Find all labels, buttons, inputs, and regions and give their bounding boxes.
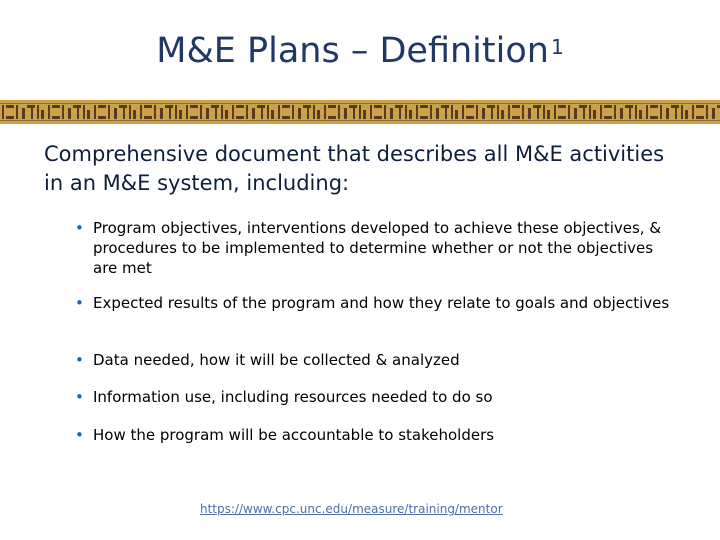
band-mark bbox=[133, 110, 136, 119]
band-mark bbox=[267, 105, 269, 119]
band-mark bbox=[179, 110, 182, 119]
band-mark bbox=[338, 105, 340, 119]
band-mark bbox=[282, 105, 290, 108]
bullet-icon: • bbox=[75, 388, 84, 406]
band-mark bbox=[696, 116, 704, 119]
band-mark bbox=[359, 105, 361, 119]
band-mark bbox=[68, 108, 71, 119]
band-mark bbox=[650, 105, 658, 108]
band-mark bbox=[236, 116, 244, 119]
band-line bbox=[0, 103, 720, 104]
band-mark bbox=[41, 110, 44, 119]
band-mark bbox=[696, 105, 704, 108]
band-mark bbox=[512, 116, 520, 119]
bullet-item bbox=[75, 350, 675, 387]
band-mark bbox=[384, 105, 386, 119]
band-mark bbox=[52, 105, 60, 108]
band-mark bbox=[298, 108, 301, 119]
band-mark bbox=[604, 116, 612, 119]
title-text: M&E Plans – Definition bbox=[156, 31, 549, 71]
bullet-list bbox=[75, 218, 675, 463]
band-mark bbox=[497, 105, 499, 119]
band-mark bbox=[635, 105, 637, 119]
band-mark bbox=[225, 110, 228, 119]
band-mark bbox=[399, 108, 401, 119]
band-mark bbox=[114, 108, 117, 119]
band-mark bbox=[583, 108, 585, 119]
band-mark bbox=[537, 108, 539, 119]
band-mark bbox=[712, 108, 715, 119]
band-mark bbox=[16, 105, 18, 119]
band-mark bbox=[87, 110, 90, 119]
band-mark bbox=[466, 105, 474, 108]
band-mark bbox=[307, 108, 309, 119]
band-mark bbox=[165, 105, 173, 108]
title-footnote-marker: 1 bbox=[550, 35, 564, 59]
band-mark bbox=[190, 116, 198, 119]
band-mark bbox=[98, 116, 106, 119]
band-mark bbox=[6, 116, 14, 119]
bullet-text: Information use, including resources needed to do so bbox=[93, 388, 493, 406]
band-mark bbox=[73, 105, 81, 108]
band-mark bbox=[543, 105, 545, 119]
band-mark bbox=[604, 105, 612, 108]
band-mark bbox=[257, 105, 265, 108]
band-mark bbox=[508, 105, 510, 119]
band-mark bbox=[27, 105, 35, 108]
band-mark bbox=[190, 105, 198, 108]
band-mark bbox=[206, 108, 209, 119]
band-mark bbox=[328, 105, 336, 108]
band-mark bbox=[52, 116, 60, 119]
band-mark bbox=[211, 105, 219, 108]
band-mark bbox=[48, 105, 50, 119]
band-mark bbox=[600, 105, 602, 119]
band-mark bbox=[501, 110, 504, 119]
band-mark bbox=[144, 105, 152, 108]
band-mark bbox=[160, 108, 163, 119]
band-mark bbox=[6, 105, 14, 108]
band-mark bbox=[94, 105, 96, 119]
band-mark bbox=[589, 105, 591, 119]
band-mark bbox=[144, 116, 152, 119]
bullet-icon: • bbox=[75, 219, 84, 237]
band-mark bbox=[533, 105, 541, 108]
band-mark bbox=[324, 105, 326, 119]
band-mark bbox=[455, 110, 458, 119]
bullet-item bbox=[75, 293, 675, 350]
band-mark bbox=[303, 105, 311, 108]
source-link[interactable]: https://www.cpc.unc.edu/measure/training/mentor bbox=[200, 502, 503, 516]
band-mark bbox=[374, 116, 382, 119]
band-mark bbox=[436, 108, 439, 119]
band-mark bbox=[482, 108, 485, 119]
band-mark bbox=[528, 108, 531, 119]
band-mark bbox=[215, 108, 217, 119]
band-mark bbox=[374, 105, 382, 108]
band-mark bbox=[313, 105, 315, 119]
band-mark bbox=[62, 105, 64, 119]
band-mark bbox=[119, 105, 127, 108]
band-mark bbox=[246, 105, 248, 119]
band-mark bbox=[252, 108, 255, 119]
band-mark bbox=[221, 105, 223, 119]
band-mark bbox=[445, 108, 447, 119]
band-mark bbox=[129, 105, 131, 119]
band-mark bbox=[554, 105, 556, 119]
band-mark bbox=[441, 105, 449, 108]
bullet-text: Data needed, how it will be collected & analyzed bbox=[93, 351, 460, 369]
band-mark bbox=[175, 105, 177, 119]
band-mark bbox=[629, 108, 631, 119]
band-mark bbox=[123, 108, 125, 119]
bullet-item bbox=[75, 425, 675, 463]
band-mark bbox=[547, 110, 550, 119]
band-mark bbox=[660, 105, 662, 119]
decorative-band bbox=[0, 100, 720, 124]
band-mark bbox=[430, 105, 432, 119]
band-mark bbox=[416, 105, 418, 119]
band-mark bbox=[614, 105, 616, 119]
band-line bbox=[0, 120, 720, 121]
band-mark bbox=[390, 108, 393, 119]
band-mark bbox=[200, 105, 202, 119]
band-mark bbox=[169, 108, 171, 119]
band-mark bbox=[271, 110, 274, 119]
bullet-icon: • bbox=[75, 294, 84, 312]
band-mark bbox=[671, 105, 679, 108]
band-mark bbox=[154, 105, 156, 119]
band-mark bbox=[558, 105, 566, 108]
band-mark bbox=[186, 105, 188, 119]
band-mark bbox=[650, 116, 658, 119]
bullet-icon: • bbox=[75, 351, 84, 369]
band-mark bbox=[512, 105, 520, 108]
band-mark bbox=[278, 105, 280, 119]
band-mark bbox=[625, 105, 633, 108]
band-mark bbox=[344, 108, 347, 119]
bullet-text: Program objectives, interventions developed to achieve these objectives, & procedures to be implemented to determine whether or not the objectives are met bbox=[93, 219, 662, 277]
band-mark bbox=[466, 116, 474, 119]
band-mark bbox=[420, 116, 428, 119]
lead-text: Comprehensive document that describes all M&E activities in an M&E system, including: bbox=[44, 142, 665, 195]
band-mark bbox=[2, 105, 4, 119]
band-mark bbox=[487, 105, 495, 108]
bullet-item bbox=[75, 218, 675, 293]
band-mark bbox=[353, 108, 355, 119]
band-mark bbox=[349, 105, 357, 108]
band-mark bbox=[405, 105, 407, 119]
bullet-text: How the program will be accountable to stakeholders bbox=[93, 426, 495, 444]
band-mark bbox=[681, 105, 683, 119]
bullet-text: Expected results of the program and how they relate to goals and objectives bbox=[93, 294, 670, 312]
band-mark bbox=[646, 105, 648, 119]
band-mark bbox=[420, 105, 428, 108]
band-mark bbox=[370, 105, 372, 119]
band-mark bbox=[328, 116, 336, 119]
band-mark bbox=[317, 110, 320, 119]
band-mark bbox=[462, 105, 464, 119]
band-mark bbox=[31, 108, 33, 119]
band-mark bbox=[22, 108, 25, 119]
band-mark bbox=[83, 105, 85, 119]
band-mark bbox=[666, 108, 669, 119]
band-mark bbox=[363, 110, 366, 119]
band-mark bbox=[98, 105, 106, 108]
band-mark bbox=[140, 105, 142, 119]
band-mark bbox=[685, 110, 688, 119]
band-mark bbox=[476, 105, 478, 119]
band-mark bbox=[675, 108, 677, 119]
band-mark bbox=[522, 105, 524, 119]
band-mark bbox=[568, 105, 570, 119]
band-mark bbox=[395, 105, 403, 108]
band-mark bbox=[232, 105, 234, 119]
band-mark bbox=[77, 108, 79, 119]
band-mark bbox=[292, 105, 294, 119]
band-mark bbox=[491, 108, 493, 119]
bullet-item bbox=[75, 387, 675, 425]
band-mark bbox=[261, 108, 263, 119]
band-mark bbox=[108, 105, 110, 119]
band-mark bbox=[558, 116, 566, 119]
band-mark bbox=[409, 110, 412, 119]
band-mark bbox=[639, 110, 642, 119]
slide-title bbox=[0, 24, 720, 78]
band-mark bbox=[706, 105, 708, 119]
band-mark bbox=[236, 105, 244, 108]
bullet-icon: • bbox=[75, 426, 84, 444]
band-mark bbox=[593, 110, 596, 119]
band-mark bbox=[37, 105, 39, 119]
band-mark bbox=[451, 105, 453, 119]
band-mark bbox=[574, 108, 577, 119]
band-mark bbox=[692, 105, 694, 119]
band-mark bbox=[579, 105, 587, 108]
band-mark bbox=[282, 116, 290, 119]
band-mark bbox=[620, 108, 623, 119]
